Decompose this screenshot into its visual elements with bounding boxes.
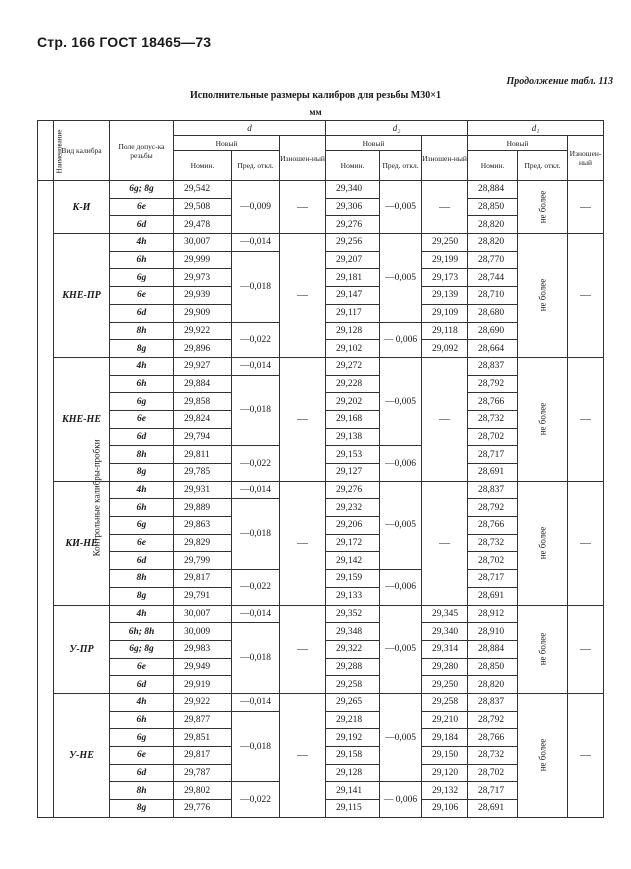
d1-nominal: 28,850: [468, 198, 518, 216]
tolerance-field: 6d: [110, 676, 174, 694]
d-nominal: 29,791: [174, 587, 232, 605]
tolerance-field: 8g: [110, 800, 174, 818]
d2-worn: 29,250: [422, 676, 468, 694]
d-nominal: 29,927: [174, 357, 232, 375]
header-d-nominal: Номин.: [174, 151, 232, 181]
d-worn: —: [280, 357, 326, 481]
d2-deviation: —0,005: [380, 605, 422, 693]
d2-deviation: —0,006: [380, 570, 422, 605]
d1-nominal: 28,837: [468, 357, 518, 375]
header-d1-dev: Пред. откл.: [518, 151, 568, 181]
d2-nominal: 29,102: [326, 340, 380, 358]
tolerance-field: 6h: [110, 251, 174, 269]
d2-nominal: 29,202: [326, 393, 380, 411]
d-worn: —: [280, 481, 326, 605]
d-nominal: 29,949: [174, 658, 232, 676]
table-row: [38, 234, 604, 252]
d1-nominal: 28,792: [468, 375, 518, 393]
d-deviation: —0,022: [232, 446, 280, 481]
d1-nominal: 28,766: [468, 393, 518, 411]
d2-nominal: 29,306: [326, 198, 380, 216]
d2-worn: 29,199: [422, 251, 468, 269]
d1-nominal: 28,837: [468, 693, 518, 711]
d1-nominal: 28,717: [468, 782, 518, 800]
d2-worn: 29,132: [422, 782, 468, 800]
d2-deviation: —0,005: [380, 234, 422, 322]
d1-nominal: 28,691: [468, 587, 518, 605]
section-label: Контрольные калибры-пробки: [91, 439, 102, 557]
tolerance-field: 6g; 8g: [110, 181, 174, 199]
d2-nominal: 29,340: [326, 181, 380, 199]
tolerance-field: 6d: [110, 304, 174, 322]
d-nominal: 29,919: [174, 676, 232, 694]
d-deviation: —0,014: [232, 357, 280, 375]
header-d2: d₂: [326, 121, 468, 136]
tolerance-field: 6e: [110, 534, 174, 552]
tolerance-field: 6e: [110, 287, 174, 305]
gauge-kind: У-НЕ: [54, 693, 110, 817]
d2-nominal: 29,142: [326, 552, 380, 570]
tolerance-field: 6h: [110, 375, 174, 393]
d2-deviation: —0,005: [380, 357, 422, 445]
d-nominal: 29,824: [174, 410, 232, 428]
d1-nominal: 28,884: [468, 181, 518, 199]
d-deviation: —0,014: [232, 693, 280, 711]
d1-nominal: 28,820: [468, 216, 518, 234]
d1-nominal: 28,691: [468, 464, 518, 482]
d1-worn: —: [568, 605, 604, 693]
d1-nominal: 28,717: [468, 446, 518, 464]
tolerance-field: 6d: [110, 428, 174, 446]
header-d-worn: Изношен-ный: [280, 136, 326, 181]
d-deviation: —0,018: [232, 375, 280, 446]
header-d2-dev: Пред. откл.: [380, 151, 422, 181]
header-d2-new: Новый: [326, 136, 422, 151]
d-nominal: 29,922: [174, 693, 232, 711]
d-nominal: 29,817: [174, 570, 232, 588]
d1-deviation: [518, 234, 568, 358]
d1-nominal: 28,702: [468, 428, 518, 446]
d2-worn: 29,118: [422, 322, 468, 340]
d1-nominal: 28,664: [468, 340, 518, 358]
d-deviation: —0,014: [232, 481, 280, 499]
d1-deviation: [518, 481, 568, 605]
d1-nominal: 28,792: [468, 499, 518, 517]
d1-nominal: 28,910: [468, 623, 518, 641]
gauge-dimensions-table: [37, 120, 604, 818]
d-nominal: 29,931: [174, 481, 232, 499]
d-nominal: 29,817: [174, 747, 232, 765]
tolerance-field: 4h: [110, 481, 174, 499]
d2-nominal: 29,322: [326, 640, 380, 658]
d-nominal: 29,863: [174, 517, 232, 535]
gauge-kind: КНЕ-ПР: [54, 234, 110, 358]
d-nominal: 30,007: [174, 234, 232, 252]
d2-worn: 29,173: [422, 269, 468, 287]
d-deviation: —0,009: [232, 181, 280, 234]
d2-nominal: 29,272: [326, 357, 380, 375]
d2-nominal: 29,228: [326, 375, 380, 393]
d-nominal: 29,983: [174, 640, 232, 658]
d-nominal: 29,787: [174, 764, 232, 782]
d2-worn: 29,150: [422, 747, 468, 765]
d1-nominal: 28,744: [468, 269, 518, 287]
d2-nominal: 29,128: [326, 764, 380, 782]
d2-deviation: —0,005: [380, 693, 422, 781]
d1-nominal: 28,850: [468, 658, 518, 676]
d-worn: —: [280, 181, 326, 234]
header-d1-worn: Изношен-ный: [568, 136, 604, 181]
ne-bolee-label: не более: [537, 632, 548, 665]
d1-nominal: 28,732: [468, 534, 518, 552]
d2-deviation: —0,005: [380, 481, 422, 569]
d1-nominal: 28,680: [468, 304, 518, 322]
d2-nominal: 29,117: [326, 304, 380, 322]
table-row: [38, 181, 604, 199]
d2-nominal: 29,133: [326, 587, 380, 605]
d1-nominal: 28,710: [468, 287, 518, 305]
d2-worn: —: [422, 481, 468, 605]
d2-nominal: 29,276: [326, 216, 380, 234]
d2-worn: 29,340: [422, 623, 468, 641]
tolerance-field: 6g; 8g: [110, 640, 174, 658]
header-d1-nominal: Номин.: [468, 151, 518, 181]
tolerance-field: 6e: [110, 747, 174, 765]
table-row: [38, 481, 604, 499]
tolerance-field: 6d: [110, 216, 174, 234]
d-worn: —: [280, 234, 326, 358]
d2-nominal: 29,206: [326, 517, 380, 535]
d-nominal: 30,007: [174, 605, 232, 623]
d2-nominal: 29,256: [326, 234, 380, 252]
d1-nominal: 28,717: [468, 570, 518, 588]
header-field: Поле допус-ка резьбы: [110, 121, 174, 181]
table-continuation-label: Продолжение табл. 113: [506, 76, 613, 87]
d-deviation: —0,022: [232, 782, 280, 817]
d-nominal: 29,785: [174, 464, 232, 482]
tolerance-field: 6d: [110, 764, 174, 782]
d1-nominal: 28,912: [468, 605, 518, 623]
d2-worn: 29,210: [422, 711, 468, 729]
d1-deviation: [518, 181, 568, 234]
d2-worn: 29,345: [422, 605, 468, 623]
header-d1-new: Новый: [468, 136, 568, 151]
tolerance-field: 6g: [110, 393, 174, 411]
header-kind: Вид калибра: [54, 121, 110, 181]
d2-worn: 29,109: [422, 304, 468, 322]
d-nominal: 29,939: [174, 287, 232, 305]
d-nominal: 29,829: [174, 534, 232, 552]
table-row: [38, 605, 604, 623]
tolerance-field: 4h: [110, 693, 174, 711]
d-nominal: 29,799: [174, 552, 232, 570]
tolerance-field: 8h: [110, 322, 174, 340]
d-nominal: 29,909: [174, 304, 232, 322]
ne-bolee-label: не более: [537, 190, 548, 223]
d-nominal: 29,889: [174, 499, 232, 517]
tolerance-field: 4h: [110, 234, 174, 252]
d-nominal: 29,478: [174, 216, 232, 234]
header-name: Наименование: [38, 121, 54, 181]
tolerance-field: 8g: [110, 587, 174, 605]
header-d-new: Новый: [174, 136, 280, 151]
gauge-kind: КНЕ-НЕ: [54, 357, 110, 481]
d-nominal: 29,877: [174, 711, 232, 729]
tolerance-field: 8g: [110, 464, 174, 482]
table-row: [38, 693, 604, 711]
header-d1: d₁: [468, 121, 604, 136]
tolerance-field: 4h: [110, 605, 174, 623]
header-d2-nominal: Номин.: [326, 151, 380, 181]
d1-worn: —: [568, 693, 604, 817]
d-nominal: 30,009: [174, 623, 232, 641]
d-worn: —: [280, 693, 326, 817]
d2-worn: 29,120: [422, 764, 468, 782]
d-nominal: 29,542: [174, 181, 232, 199]
d1-nominal: 28,792: [468, 711, 518, 729]
tolerance-field: 6e: [110, 658, 174, 676]
d1-nominal: 28,702: [468, 764, 518, 782]
d1-nominal: 28,770: [468, 251, 518, 269]
tolerance-field: 4h: [110, 357, 174, 375]
d1-nominal: 28,820: [468, 234, 518, 252]
d1-nominal: 28,691: [468, 800, 518, 818]
d-deviation: —0,022: [232, 570, 280, 605]
page-header: Стр. 166 ГОСТ 18465—73: [37, 34, 212, 50]
table-body: [38, 181, 604, 818]
ne-bolee-label: не более: [537, 738, 548, 772]
tolerance-field: 6e: [110, 410, 174, 428]
d2-nominal: 29,138: [326, 428, 380, 446]
d-deviation: —0,018: [232, 251, 280, 322]
d-nominal: 29,851: [174, 729, 232, 747]
d-nominal: 29,858: [174, 393, 232, 411]
d-deviation: —0,018: [232, 623, 280, 694]
d2-nominal: 29,158: [326, 747, 380, 765]
d-nominal: 29,973: [174, 269, 232, 287]
tolerance-field: 6h; 8h: [110, 623, 174, 641]
tolerance-field: 6g: [110, 269, 174, 287]
d1-nominal: 28,732: [468, 747, 518, 765]
d1-nominal: 28,820: [468, 676, 518, 694]
d2-nominal: 29,288: [326, 658, 380, 676]
ne-bolee-label: не более: [537, 278, 548, 312]
tolerance-field: 6g: [110, 729, 174, 747]
d-worn: —: [280, 605, 326, 693]
d2-nominal: 29,352: [326, 605, 380, 623]
d1-deviation: [518, 605, 568, 693]
table-title: Исполнительные размеры калибров для резьбы М30×1: [190, 90, 441, 101]
d2-nominal: 29,218: [326, 711, 380, 729]
d-nominal: 29,794: [174, 428, 232, 446]
gauge-kind: КИ-НЕ: [54, 481, 110, 605]
d2-worn: 29,280: [422, 658, 468, 676]
d1-worn: —: [568, 481, 604, 605]
d2-worn: —: [422, 181, 468, 234]
d2-deviation: —0,006: [380, 446, 422, 481]
d2-nominal: 29,147: [326, 287, 380, 305]
tolerance-field: 8h: [110, 446, 174, 464]
d1-nominal: 28,766: [468, 517, 518, 535]
d-nominal: 29,896: [174, 340, 232, 358]
d-nominal: 29,776: [174, 800, 232, 818]
d-deviation: —0,014: [232, 605, 280, 623]
d1-worn: —: [568, 234, 604, 358]
d2-worn: 29,314: [422, 640, 468, 658]
header-d: d: [174, 121, 326, 136]
d2-nominal: 29,181: [326, 269, 380, 287]
tolerance-field: 6e: [110, 198, 174, 216]
d-nominal: 29,999: [174, 251, 232, 269]
d1-nominal: 28,766: [468, 729, 518, 747]
tolerance-field: 6d: [110, 552, 174, 570]
d-nominal: 29,802: [174, 782, 232, 800]
d2-worn: 29,139: [422, 287, 468, 305]
d2-nominal: 29,172: [326, 534, 380, 552]
d-nominal: 29,811: [174, 446, 232, 464]
tolerance-field: 6g: [110, 517, 174, 535]
d2-worn: 29,106: [422, 800, 468, 818]
d-nominal: 29,884: [174, 375, 232, 393]
tolerance-field: 6h: [110, 711, 174, 729]
d-deviation: —0,018: [232, 499, 280, 570]
d2-nominal: 29,127: [326, 464, 380, 482]
tolerance-field: 6h: [110, 499, 174, 517]
d2-deviation: —0,005: [380, 181, 422, 234]
tolerance-field: 8h: [110, 782, 174, 800]
d1-nominal: 28,837: [468, 481, 518, 499]
d2-nominal: 29,153: [326, 446, 380, 464]
d-nominal: 29,922: [174, 322, 232, 340]
d2-nominal: 29,276: [326, 481, 380, 499]
d2-worn: 29,250: [422, 234, 468, 252]
table-row: [38, 357, 604, 375]
d2-nominal: 29,128: [326, 322, 380, 340]
d1-deviation: [518, 693, 568, 817]
d2-nominal: 29,232: [326, 499, 380, 517]
d2-nominal: 29,159: [326, 570, 380, 588]
ne-bolee-label: не более: [537, 526, 548, 559]
d2-nominal: 29,207: [326, 251, 380, 269]
d2-nominal: 29,258: [326, 676, 380, 694]
d2-worn: —: [422, 357, 468, 481]
d1-nominal: 28,702: [468, 552, 518, 570]
tolerance-field: 8h: [110, 570, 174, 588]
d1-worn: —: [568, 357, 604, 481]
d-deviation: —0,018: [232, 711, 280, 782]
d2-nominal: 29,265: [326, 693, 380, 711]
d2-deviation: — 0,006: [380, 782, 422, 817]
d-deviation: —0,014: [232, 234, 280, 252]
d2-worn: 29,092: [422, 340, 468, 358]
d1-nominal: 28,690: [468, 322, 518, 340]
d2-nominal: 29,141: [326, 782, 380, 800]
gauge-kind: К-И: [54, 181, 110, 234]
gauge-kind: У-ПР: [54, 605, 110, 693]
d2-worn: 29,184: [422, 729, 468, 747]
tolerance-field: 8g: [110, 340, 174, 358]
ne-bolee-label: не более: [537, 402, 548, 436]
d2-nominal: 29,115: [326, 800, 380, 818]
d2-deviation: — 0,006: [380, 322, 422, 357]
header-d2-worn: Изношен-ный: [422, 136, 468, 181]
d1-nominal: 28,884: [468, 640, 518, 658]
table-unit: мм: [309, 107, 322, 117]
d2-nominal: 29,168: [326, 410, 380, 428]
d1-worn: —: [568, 181, 604, 234]
d2-nominal: 29,192: [326, 729, 380, 747]
d2-nominal: 29,348: [326, 623, 380, 641]
d1-nominal: 28,732: [468, 410, 518, 428]
header-d-dev: Пред. откл.: [232, 151, 280, 181]
d2-worn: 29,258: [422, 693, 468, 711]
d-nominal: 29,508: [174, 198, 232, 216]
d1-deviation: [518, 357, 568, 481]
d-deviation: —0,022: [232, 322, 280, 357]
